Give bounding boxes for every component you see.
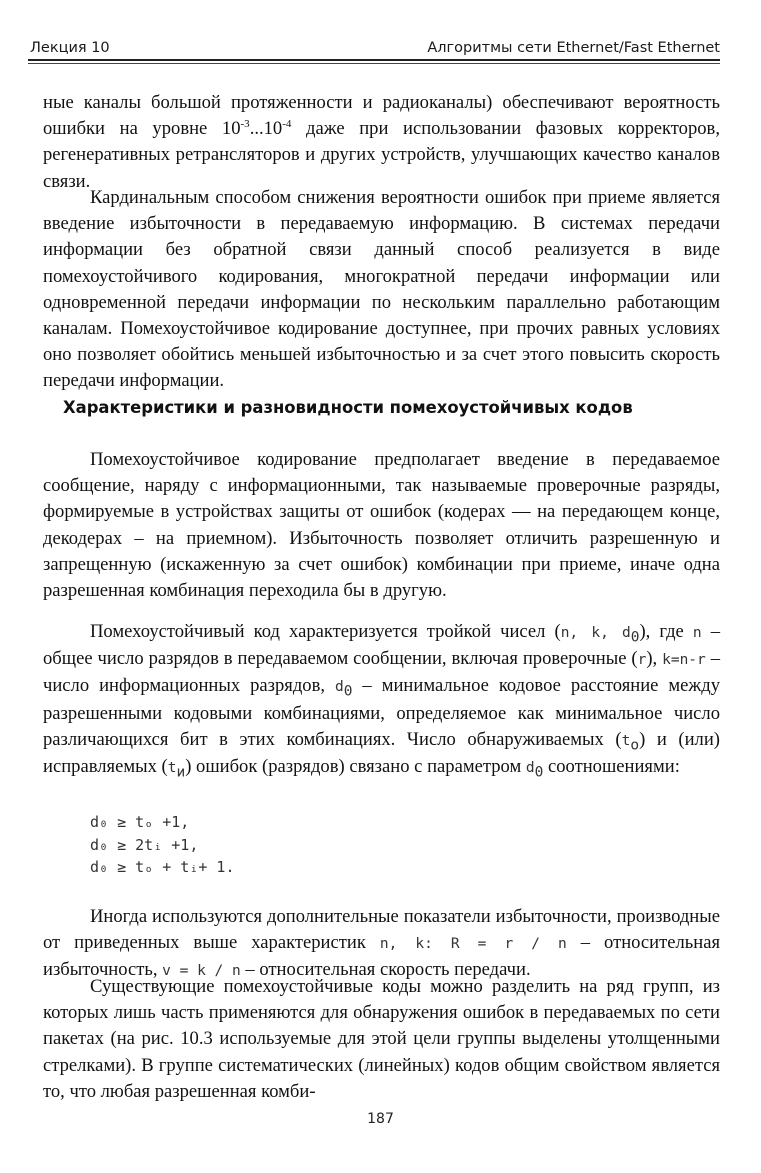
paragraph-text: Кардинальным способом снижения вероятности ошибок при приеме является введение избыточности в передаваемую информацию. В системах передачи информации без обратной связи данный способ реализуется в виде помехоустойчивого кодирования, многократной передачи информации или одновременной передачи информации по нескольким параллельно работающим каналам. Помехоустойчивое кодирование доступнее, при прочих равных условиях оно позволяет обойтись меньшей избыточностью и за счет этого повысить скорость передачи информации. xyxy=(43,187,720,392)
text-span: ), где xyxy=(639,621,693,642)
code-term: n, k: R = r / n xyxy=(379,936,567,953)
text-span: соотношениями: xyxy=(543,756,680,778)
code-term: t xyxy=(167,760,177,777)
paragraph-text: Помехоустойчивое кодирование предполагает введение в передаваемое сообщение, наряду с информационными, так называемые проверочные разряды, формируемые в устройствах защиты от ошибок (кодерах — на передающем конце, декодерах – на приемном). Избыточность позволяет отличить разрешенную и запрещенную (искаженную за счет ошибок) комбинации при приеме, иначе одна разрешенная комбинация переходила бы в другую. xyxy=(43,449,720,602)
paragraph-2 xyxy=(43,185,720,395)
paragraph-3 xyxy=(43,447,720,604)
code-term: n, k, d xyxy=(560,625,631,641)
formula-line: d₀ ≥ tₒ +1, xyxy=(90,813,190,831)
code-term: t xyxy=(621,732,631,749)
text-span: – общее число разрядов в передаваемом сообщении, включая проверочные ( xyxy=(43,621,720,670)
running-header xyxy=(28,36,720,58)
text-span: – относительная скорость передачи. xyxy=(240,959,531,981)
page-number: 187 xyxy=(367,1111,394,1127)
text-span: ), xyxy=(646,648,663,670)
superscript: -4 xyxy=(282,118,292,131)
subscript: 0 xyxy=(343,684,353,701)
paragraph-1 xyxy=(43,90,720,195)
section-heading: Характеристики и разновидности помехоустойчивых кодов xyxy=(63,398,633,417)
text-span: Помехоустойчивый код характеризуется тройкой чисел ( xyxy=(90,621,561,642)
subscript: 0 xyxy=(534,764,544,781)
text-span: – число информационных разрядов, xyxy=(43,648,720,697)
paragraph-4 xyxy=(43,619,720,781)
header-rule-thin xyxy=(28,63,720,64)
text-span: – минимальное кодовое расстояние между разрешенными кодовыми комбинациями, определяемое как минимальное число различающихся бит в этих комбинациях. Число обнаруживаемых ( xyxy=(43,675,720,750)
code-term: v = k / n xyxy=(162,963,241,980)
superscript: -3 xyxy=(240,118,250,131)
formula-block xyxy=(90,811,235,879)
subscript: о xyxy=(630,737,640,754)
paragraph-text: Существующие помехоустойчивые коды можно разделить на ряд групп, из которых лишь часть применяются для обнаружения ошибок в передаваемых по сети пакетах (на рис. 10.3 используемые для этой цели группы выделены утолщенными стрелками). В группе систематических (линейных) кодов общим свойством является то, что любая разрешенная комби- xyxy=(43,976,720,1102)
header-rule xyxy=(28,59,720,61)
lecture-label: Лекция 10 xyxy=(30,40,110,56)
formula-line: d₀ ≥ 2tᵢ +1, xyxy=(90,835,199,854)
paragraph-6 xyxy=(43,974,720,1105)
code-term: n xyxy=(692,625,702,641)
text-span: ) ошибок (разрядов) связано с параметром xyxy=(185,756,526,778)
paragraph-5 xyxy=(43,904,720,985)
code-term: r xyxy=(637,652,647,669)
text-span: ...10 xyxy=(249,118,283,140)
formula-line: d₀ ≥ tₒ + tᵢ+ 1. xyxy=(90,858,235,876)
text-span: ные каналы большой протяженности и радиоканалы) обеспечивают вероятность ошибки на уровне 10 xyxy=(43,92,720,140)
code-term: d xyxy=(335,679,344,696)
code-term: d xyxy=(525,760,535,777)
chapter-title: Алгоритмы сети Ethernet/Fast Ethernet xyxy=(427,40,720,56)
text-span: даже при использовании фазовых корректоров, регенеративных ретрансляторов и других устройств, улучшающих качество каналов связи. xyxy=(43,118,720,192)
subscript: 0 xyxy=(630,629,640,646)
code-term: k=n-r xyxy=(662,652,706,669)
text-span: Иногда используются дополнительные показатели избыточности, производные от приведенных выше характеристик xyxy=(43,906,720,954)
text-span: – относительная избыточность, xyxy=(43,932,720,981)
subscript: и xyxy=(176,764,186,781)
text-span: ) и (или) исправляемых ( xyxy=(43,728,720,778)
